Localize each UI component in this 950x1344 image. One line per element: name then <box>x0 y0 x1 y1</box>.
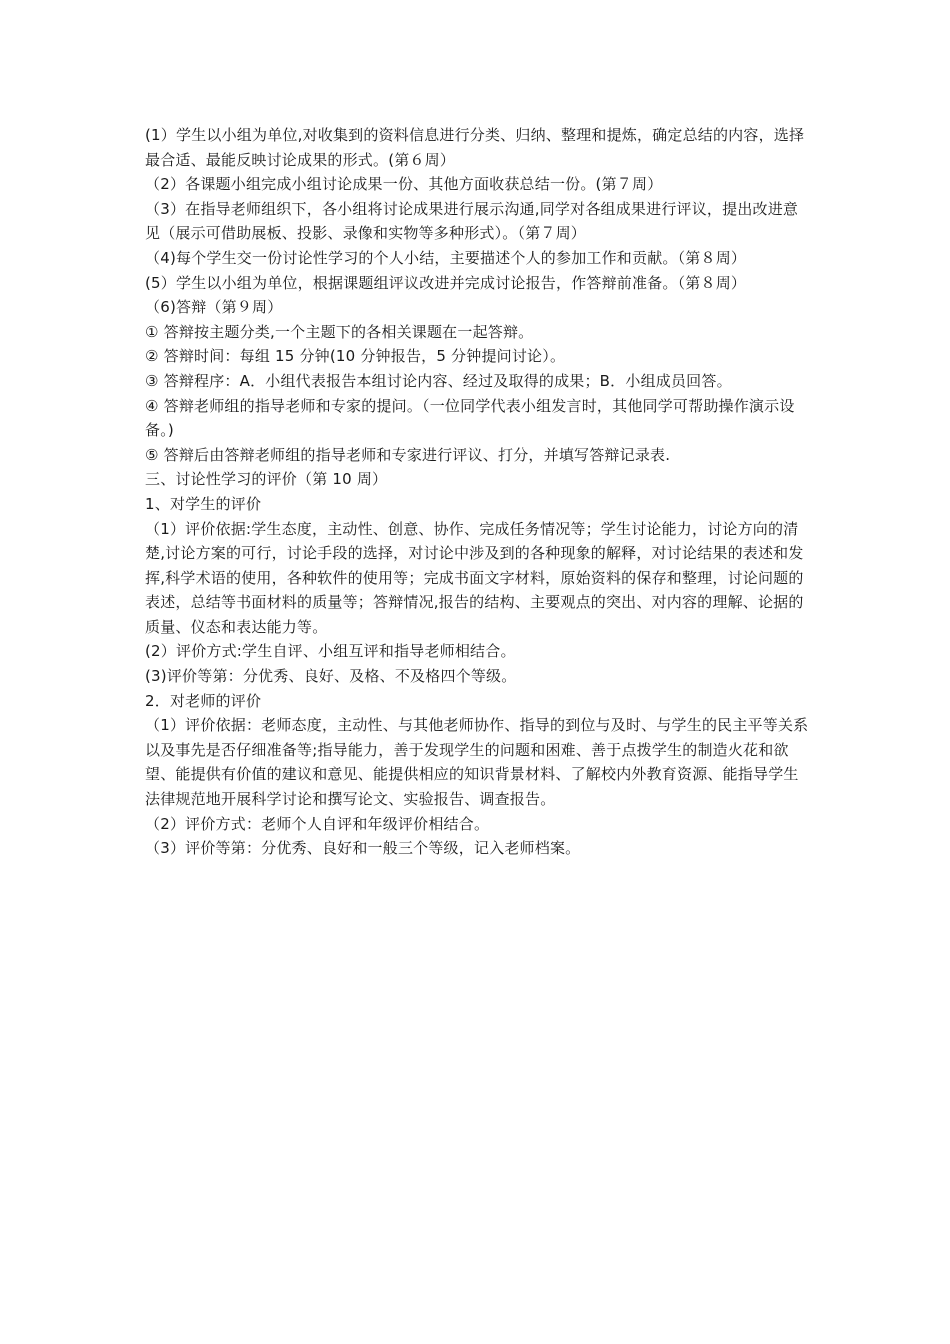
paragraph-step-5: (5）学生以小组为单位，根据课题组评议改进并完成讨论报告，作答辩前准备。（第８周） <box>145 273 747 292</box>
defense-item-3: ③ 答辩程序：A．小组代表报告本组讨论内容、经过及取得的成果；B．小组成员回答。 <box>145 371 732 390</box>
paragraph-step-2: （2）各课题小组完成小组讨论成果一份、其他方面收获总结一份。(第７周） <box>145 175 663 194</box>
subheading-student-evaluation: 1、对学生的评价 <box>145 494 262 513</box>
paragraph-step-1: (1）学生以小组为单位,对收集到的资料信息进行分类、归纳、整理和提炼，确定总结的内容，选择最合适、最能反映讨论成果的形式。(第６周） <box>145 126 805 169</box>
student-eval-grades: (3)评价等第：分优秀、良好、及格、不及格四个等级。 <box>145 667 517 686</box>
paragraph-step-6: （6)答辩（第９周） <box>145 298 283 317</box>
subheading-teacher-evaluation: 2．对老师的评价 <box>145 691 262 710</box>
document-body <box>145 123 810 861</box>
teacher-eval-method: （2）评价方式：老师个人自评和年级评价相结合。 <box>145 814 490 833</box>
defense-item-5: ⑤ 答辩后由答辩老师组的指导老师和专家进行评议、打分，并填写答辩记录表. <box>145 445 671 464</box>
student-eval-basis: （1）评价依据:学生态度，主动性、创意、协作、完成任务情况等；学生讨论能力，讨论方向的清楚,讨论方案的可行，讨论手段的选择，对讨论中涉及到的各种现象的解释，对讨论结果的表述和发挥,科学术语的使用，各种软件的使用等；完成书面文字材料，原始资料的保存和整理，讨论问题的表述，总结等书面材料的质量等；答辩情况,报告的结构、主要观点的突出、对内容的理解、论据的质量、仪态和表达能力等。 <box>145 519 804 636</box>
section-heading-evaluation: 三、讨论性学习的评价（第 10 周） <box>145 470 388 489</box>
teacher-eval-grades: （3）评价等第：分优秀、良好和一般三个等级，记入老师档案。 <box>145 839 581 858</box>
teacher-eval-basis: （1）评价依据：老师态度，主动性、与其他老师协作、指导的到位与及时、与学生的民主平等关系以及事先是否仔细准备等;指导能力，善于发现学生的问题和困难、善于点拨学生的制造火花和欲望、能提供有价值的建议和意见、能提供相应的知识背景材料、了解校内外教育资源、能指导学生法律规范地开展科学讨论和撰写论文、实验报告、调查报告。 <box>145 716 809 809</box>
student-eval-method: (2）评价方式:学生自评、小组互评和指导老师相结合。 <box>145 642 516 661</box>
defense-item-2: ② 答辩时间：每组 15 分钟(10 分钟报告，5 分钟提问讨论）。 <box>145 347 566 366</box>
paragraph-step-3: （3）在指导老师组织下，各小组将讨论成果进行展示沟通,同学对各组成果进行评议，提出改进意见（展示可借助展板、投影、录像和实物等多种形式）。（第７周） <box>145 199 799 243</box>
paragraph-step-4: （4)每个学生交一份讨论性学习的个人小结，主要描述个人的参加工作和贡献。（第８周） <box>145 248 747 267</box>
defense-item-1: ① 答辩按主题分类,一个主题下的各相关课题在一起答辩。 <box>145 322 534 341</box>
defense-item-4: ④ 答辩老师组的指导老师和专家的提问。（一位同学代表小组发言时，其他同学可帮助操作演示设备。) <box>145 396 795 440</box>
